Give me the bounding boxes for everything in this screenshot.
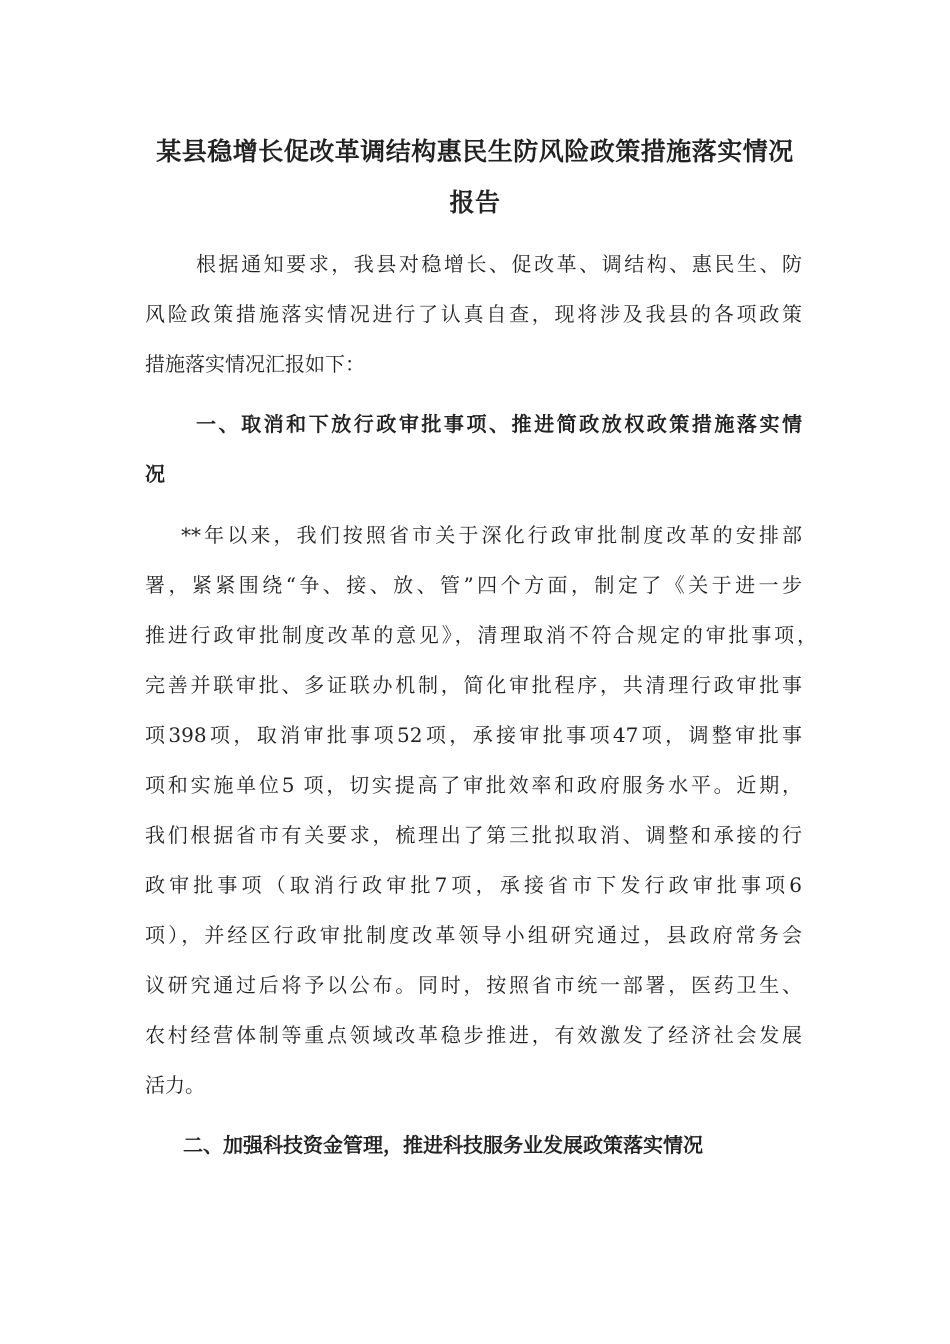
section-1-body-line-12: 活力。 bbox=[145, 1073, 205, 1097]
intro-line-1: 根据通知要求，我县对稳增长、促改革、调结构、惠民生、防 bbox=[196, 252, 802, 276]
section-1-body-line-4: 完善并联审批、多证联办机制，简化审批程序，共清理行政审批事 bbox=[145, 673, 802, 697]
section-1-body-line-3: 推进行政审批制度改革的意见》，清理取消不符合规定的审批事项， bbox=[145, 623, 817, 647]
intro-line-2: 风险政策措施落实情况进行了认真自查，现将涉及我县的各项政策 bbox=[145, 302, 802, 326]
section-1-heading-line-2: 况 bbox=[145, 462, 165, 486]
section-1-body-line-8: 政审批事项（取消行政审批7项，承接省市下发行政审批事项6 bbox=[145, 873, 802, 897]
section-1-body-line-6: 项和实施单位5 项，切实提高了审批效率和政府服务水平。近期， bbox=[145, 773, 802, 797]
intro-line-3: 措施落实情况汇报如下： bbox=[145, 352, 365, 376]
section-1-body-line-7: 我们根据省市有关要求，梳理出了第三批拟取消、调整和承接的行 bbox=[145, 823, 802, 847]
document-title-line-1: 某县稳增长促改革调结构惠民生防风险政策措施落实情况 bbox=[156, 137, 794, 166]
section-1-body-line-5: 项398项，取消审批事项52项，承接审批事项47项，调整审批事 bbox=[145, 723, 802, 747]
section-1-body-line-11: 农村经营体制等重点领域改革稳步推进，有效激发了经济社会发展 bbox=[145, 1023, 802, 1047]
section-1-body-line-10: 议研究通过后将予以公布。同时，按照省市统一部署，医药卫生、 bbox=[145, 973, 802, 997]
section-2-heading: 二、加强科技资金管理，推进科技服务业发展政策落实情况 bbox=[183, 1133, 703, 1157]
section-1-body-line-1: **年以来，我们按照省市关于深化行政审批制度改革的安排部 bbox=[181, 523, 802, 547]
document-title-line-2: 报告 bbox=[449, 188, 501, 217]
section-1-body-line-2: 署，紧紧围绕“争、接、放、管”四个方面，制定了《关于进一步 bbox=[145, 573, 802, 597]
section-1-heading-line-1: 一、取消和下放行政审批事项、推进简政放权政策措施落实情 bbox=[196, 412, 802, 436]
section-1-body-line-9: 项），并经区行政审批制度改革领导小组研究通过，县政府常务会 bbox=[145, 923, 802, 947]
